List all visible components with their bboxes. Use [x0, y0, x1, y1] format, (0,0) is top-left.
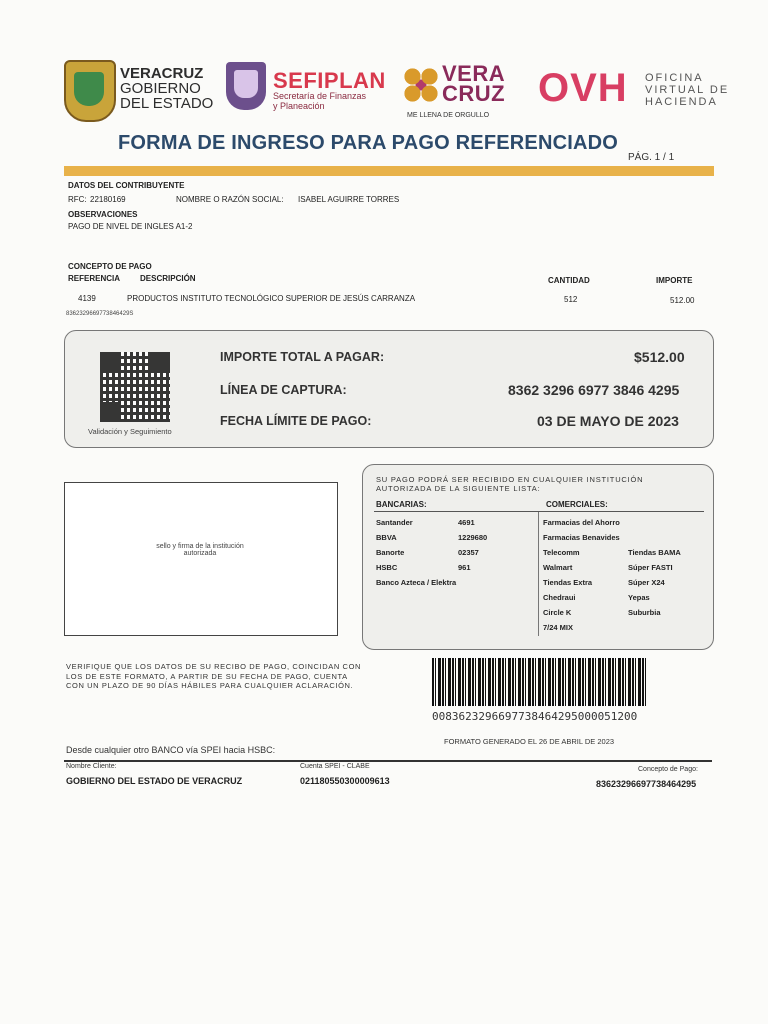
fecha-limite-value: 03 DE MAYO DE 2023	[537, 413, 679, 429]
row-cantidad: 512	[564, 295, 578, 304]
page-title: FORMA DE INGRESO PARA PAGO REFERENCIADO	[118, 132, 619, 154]
spei-divider	[64, 760, 712, 762]
comercial-name: Suburbia	[628, 608, 661, 617]
formato-generado: FORMATO GENERADO EL 26 DE ABRIL DE 2023	[444, 737, 615, 746]
barcode-number: 0083623296697738464295000051200	[432, 710, 638, 723]
veracruz-wordmark	[442, 61, 506, 106]
qr-code-icon[interactable]	[100, 352, 170, 422]
fecha-limite-label: FECHA LÍMITE DE PAGO:	[220, 414, 372, 428]
spei-clabe-label: Cuenta SPEI - CLABE	[300, 763, 370, 770]
nombre-value: ISABEL AGUIRRE TORRES	[298, 195, 400, 204]
sefiplan-sub2: y Planeación	[273, 101, 325, 111]
ovh-logo: OVH	[538, 66, 628, 110]
comercial-name: Yepas	[628, 593, 650, 602]
banco-name: Banorte	[376, 548, 405, 557]
sefiplan-emblem-logo	[226, 62, 266, 110]
banco-code: 02357	[458, 548, 479, 557]
linea-captura-value: 8362 3296 6977 3846 4295	[508, 382, 680, 398]
accent-bar	[64, 166, 714, 176]
instituciones-divider	[374, 511, 704, 512]
observaciones-value: PAGO DE NIVEL DE INGLES A1-2	[68, 222, 193, 231]
total-value: $512.00	[634, 349, 685, 365]
sefiplan-title: SEFIPLAN	[273, 68, 386, 93]
sefiplan-sub1: Secretaría de Finanzas	[273, 91, 367, 101]
ovh-sub2: VIRTUAL DE	[645, 84, 730, 96]
qr-caption: Validación y Seguimiento	[88, 427, 172, 436]
ovh-sub1: OFICINA	[645, 72, 704, 84]
veracruz-pattern-logo	[404, 68, 438, 102]
spei-nombre-value: GOBIERNO DEL ESTADO DE VERACRUZ	[66, 776, 243, 786]
instituciones-intro: SU PAGO PODRÁ SER RECIBIDO EN CUALQUIER INSTITUCIÓN AUTORIZADA DE LA SIGUIENTE LISTA:	[376, 475, 644, 493]
sefiplan-subtitle	[273, 91, 366, 111]
ovh-sub3: HACIENDA	[645, 96, 718, 108]
veracruz-line2: CRUZ	[442, 81, 506, 106]
banco-name: HSBC	[376, 563, 398, 572]
comercial-name: Farmacias Benavides	[543, 533, 620, 542]
spei-intro: Desde cualquier otro BANCO vía SPEI hacia HSBC:	[66, 745, 276, 755]
gov-line2: GOBIERNO	[120, 80, 201, 97]
aviso-text: VERIFIQUE QUE LOS DATOS DE SU RECIBO DE PAGO, COINCIDAN CON LOS DE ESTE FORMATO, A PARTIR DE SU FECHA DE PAGO, CUENTA CON UN PLAZO DE 90 DÍAS HÁBILES PARA CUALQUIER ACLARACIÓN.	[66, 662, 362, 690]
concepto-heading: CONCEPTO DE PAGO	[68, 262, 152, 271]
spei-clabe-value: 021180550300009613	[300, 776, 390, 786]
rfc-label: RFC:	[68, 195, 87, 204]
veracruz-shield-logo	[64, 60, 116, 122]
comercial-name: Chedraui	[543, 593, 576, 602]
banco-code: 1229680	[458, 533, 488, 542]
banco-name: Santander	[376, 518, 413, 527]
linea-captura-label: LÍNEA DE CAPTURA:	[220, 383, 347, 397]
comercial-name: Walmart	[543, 563, 573, 572]
gov-line1: VERACRUZ	[120, 65, 204, 82]
gov-line3: DEL ESTADO	[120, 95, 214, 112]
col-descripcion: DESCRIPCIÓN	[140, 274, 196, 283]
contribuyente-heading: DATOS DEL CONTRIBUYENTE	[68, 181, 185, 190]
ovh-subtitle	[645, 72, 729, 108]
veracruz-slogan: ME LLENA DE ORGULLO	[407, 112, 490, 119]
spei-nombre-label: Nombre Cliente:	[66, 763, 117, 770]
page-number: PÁG. 1 / 1	[628, 152, 675, 163]
rfc-value: 22180169	[90, 195, 126, 204]
comercial-name: Tiendas BAMA	[628, 548, 681, 557]
col-importe: IMPORTE	[656, 276, 693, 285]
col-referencia: REFERENCIA	[68, 274, 121, 283]
comercial-name: Súper X24	[628, 578, 665, 587]
banco-code: 4691	[458, 518, 475, 527]
small-reference: 8362329669773846429S	[66, 311, 134, 317]
col-cantidad: CANTIDAD	[548, 276, 590, 285]
sello-box	[64, 482, 338, 636]
comerciales-label: COMERCIALES:	[546, 500, 608, 509]
barcode-image	[432, 658, 648, 706]
comercial-name: Circle K	[543, 608, 572, 617]
comercial-name: Telecomm	[543, 548, 580, 557]
gobierno-logo-text	[120, 66, 213, 111]
bancarias-label: BANCARIAS:	[376, 500, 427, 509]
comercial-name: Tiendas Extra	[543, 578, 593, 587]
banco-name: BBVA	[376, 533, 397, 542]
row-descripcion: PRODUCTOS INSTITUTO TECNOLÓGICO SUPERIOR DE JESÚS CARRANZA	[127, 294, 416, 303]
observaciones-heading: OBSERVACIONES	[68, 210, 138, 219]
comercial-name: Farmacias del Ahorro	[543, 518, 620, 527]
comercial-name: 7/24 MIX	[543, 623, 574, 632]
spei-concepto-value: 83623296697738464295	[596, 779, 697, 789]
veracruz-line1: VERA	[442, 61, 506, 86]
total-label: IMPORTE TOTAL A PAGAR:	[220, 350, 385, 364]
banco-name: Banco Azteca / Elektra	[376, 578, 457, 587]
row-referencia: 4139	[78, 294, 96, 303]
banco-code: 961	[458, 563, 471, 572]
row-importe: 512.00	[670, 296, 695, 305]
nombre-label: NOMBRE O RAZÓN SOCIAL:	[176, 195, 284, 204]
sello-caption: sello y firma de la institución autorizada	[156, 543, 244, 557]
spei-concepto-label: Concepto de Pago:	[638, 766, 698, 773]
instituciones-vertical-divider	[538, 512, 539, 636]
comercial-name: Súper FASTI	[628, 563, 673, 572]
